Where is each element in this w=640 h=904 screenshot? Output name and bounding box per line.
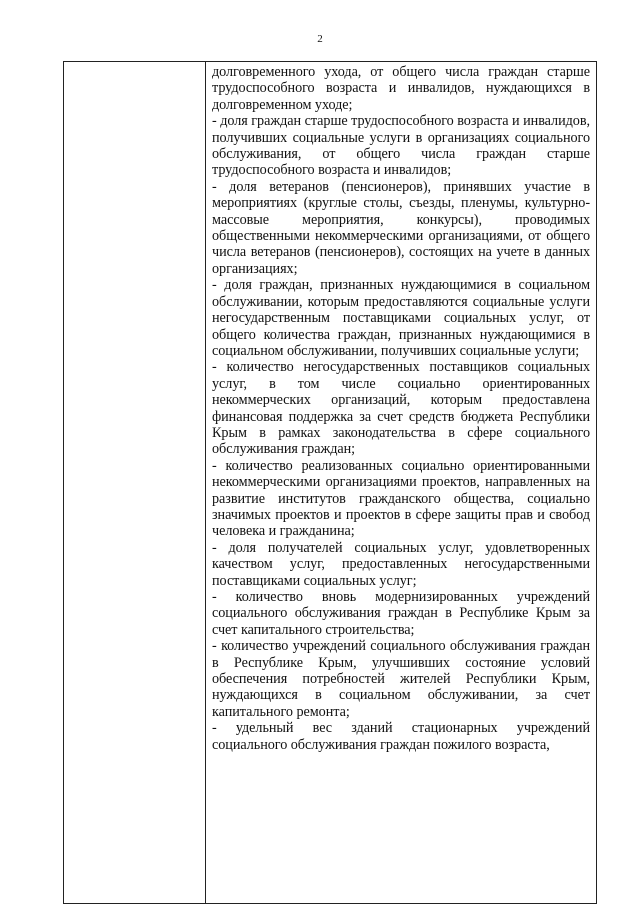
page-number: 2 bbox=[317, 33, 323, 45]
list-item: - доля граждан, признанных нуждающимися в социальном обслуживании, которым предоставляются социальные услуги негосударственным поставщиками социальных услуг, от общего количества граждан, признанных нуждающимися в социальном обслуживании, получивших социальные услуги; bbox=[212, 277, 590, 359]
document-table bbox=[63, 61, 597, 904]
table-cell-right bbox=[206, 62, 597, 904]
list-item: - доля граждан старше трудоспособного возраста и инвалидов, получивших социальные услуги в организациях социального обслуживания, от общего числа граждан старше трудоспособного возраста и инвалидов; bbox=[212, 113, 590, 179]
table-cell-left bbox=[64, 62, 206, 904]
list-item: - количество реализованных социально ориентированными некоммерческими организациями проектов, направленных на развитие институтов гражданского общества, социально значимых проектов и проектов в сфере защиты прав и свобод человека и гражданина; bbox=[212, 457, 590, 540]
list-item: - доля получателей социальных услуг, удовлетворенных качеством услуг, предоставленных негосударственными поставщиками социальных услуг; bbox=[212, 539, 590, 589]
list-item: - доля ветеранов (пенсионеров), принявших участие в мероприятиях (круглые столы, съезды, пленумы, культурно-массовые мероприятия, конкурсы), проводимых общественными некоммерческими организациями, от общего числа ветеранов (пенсионеров), состоящих на учете в данных организациях; bbox=[212, 178, 590, 277]
indicator-list bbox=[206, 62, 596, 753]
list-item: - количество вновь модернизированных учреждений социального обслуживания граждан в Республике Крым за счет капитального строительства; bbox=[212, 589, 590, 638]
list-item: - удельный вес зданий стационарных учреждений социального обслуживания граждан пожилого возраста, bbox=[212, 720, 590, 753]
list-item: - количество учреждений социального обслуживания граждан в Республике Крым, улучшивших состояние условий обеспечения потребностей жителей Республики Крым, нуждающихся в социальном обслуживании, за счет капитального ремонта; bbox=[212, 638, 590, 720]
list-item: - количество негосударственных поставщиков социальных услуг, в том числе социально ориентированных некоммерческих организаций, которым предоставлена финансовая поддержка за счет средств бюджета Республики Крым в рамках законодательства в сфере социального обслуживания граждан; bbox=[212, 359, 590, 458]
list-item: долговременного ухода, от общего числа граждан старше трудоспособного возраста и инвалидов, нуждающихся в долговременном уходе; bbox=[212, 64, 590, 113]
table-row bbox=[64, 62, 597, 904]
